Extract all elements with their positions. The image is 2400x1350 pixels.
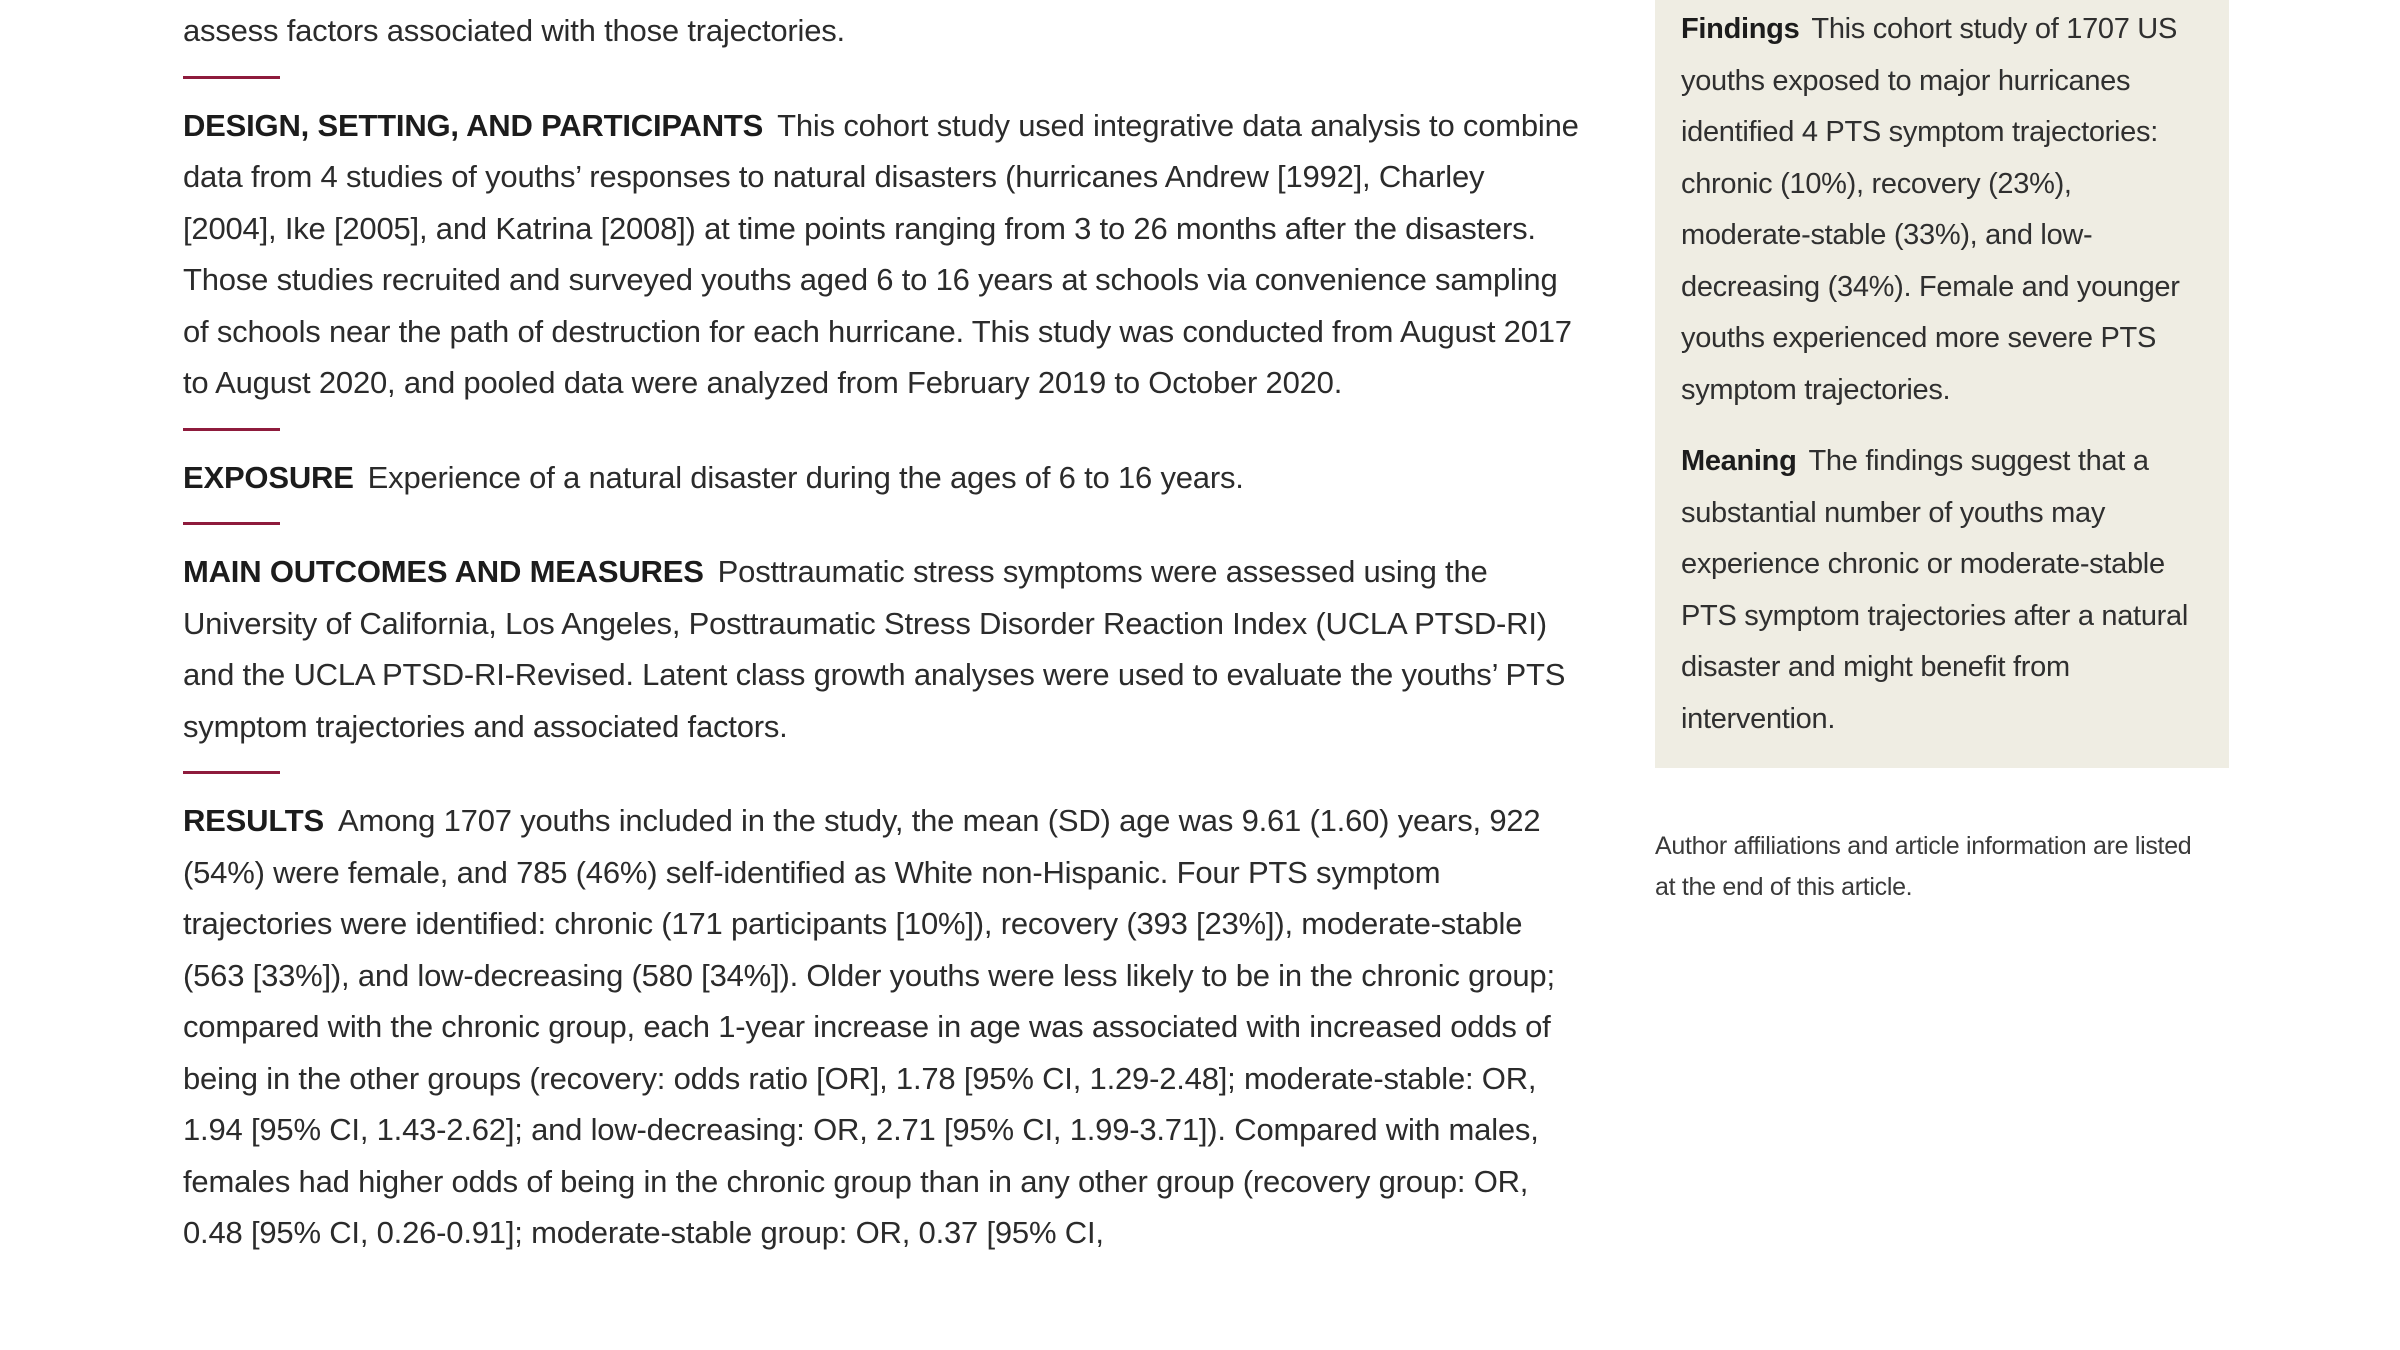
results-body: Among 1707 youths included in the study, the mean (SD) age was 9.61 (1.60) years, 922 (54%) were female, and 785 (46%) self-identified as White non-Hispanic. Four PTS symptom trajectories were identified: chronic (171 participants [10%]), recovery (393 [23%]), moderate-stable (563 [33%]), and low-decreasing (580 [34%]). Older youths were less likely to be in the chronic group; compared with the chronic group, each 1-year increase in age was associated with increased odds of being in the other groups (recovery: odds ratio [OR], 1.78 [95% CI, 1.29-2.48]; moderate-stable: OR, 1.94 [95% CI, 1.43-2.62]; and low-decreasing: OR, 2.71 [95% CI, 1.99-3.71]). Compared with males, females had higher odds of being in the chronic group than in any other group (recovery group: OR, 0.48 [95% CI, 0.26-0.91]; moderate-stable group: OR, 0.37 [95% CI, [183, 803, 1555, 1250]
paragraph-gap [1681, 416, 2207, 436]
outcomes-section [183, 546, 1583, 752]
section-divider [183, 428, 280, 431]
key-points-box [1655, 0, 2229, 768]
exposure-section [183, 452, 1583, 504]
design-heading: DESIGN, SETTING, AND PARTICIPANTS [183, 107, 764, 143]
section-divider [183, 522, 280, 525]
meaning-paragraph [1681, 436, 2207, 745]
meaning-body: The findings suggest that a substantial number of youths may experience chronic or moderate-stable PTS symptom trajectories after a natural disaster and might benefit from intervention. [1681, 445, 2188, 735]
meaning-heading: Meaning [1681, 445, 1797, 477]
abstract-main-column [183, 0, 1583, 1259]
section-divider [183, 76, 280, 79]
author-affiliations-note: Author affiliations and article information are listed at the end of this article. [1655, 832, 2192, 901]
findings-body: This cohort study of 1707 US youths exposed to major hurricanes identified 4 PTS symptom trajectories: chronic (10%), recovery (23%), moderate-stable (33%), and low-decreasing (34%). Female and younger youths experienced more severe PTS symptom trajectories. [1681, 13, 2180, 406]
design-section [183, 100, 1583, 409]
outcomes-body: Posttraumatic stress symptoms were assessed using the University of California, Los Angeles, Posttraumatic Stress Disorder Reaction Index (UCLA PTSD-RI) and the UCLA PTSD-RI-Revised. Latent class growth analyses were used to evaluate the youths’ PTS symptom trajectories and associated factors. [183, 554, 1566, 744]
objective-tail-text: assess factors associated with those trajectories. [183, 13, 845, 48]
results-section [183, 795, 1583, 1259]
results-heading: RESULTS [183, 803, 324, 838]
findings-heading: Findings [1681, 13, 1800, 45]
outcomes-heading: MAIN OUTCOMES AND MEASURES [183, 554, 704, 589]
section-divider [183, 771, 280, 774]
exposure-body: Experience of a natural disaster during the ages of 6 to 16 years. [367, 459, 1244, 495]
objective-continuation [183, 5, 1583, 57]
design-body: This cohort study used integrative data analysis to combine data from 4 studies of youths’ responses to natural disasters (hurricanes Andrew [1992], Charley [2004], Ike [2005], and Katrina [2008]) at time points ranging from 3 to 26 months after the disasters. Those studies recruited and surveyed youths aged 6 to 16 years at schools via convenience sampling of schools near the path of destruction for each hurricane. This study was conducted from August 2017 to August 2020, and pooled data were analyzed from February 2019 to October 2020. [183, 107, 1579, 400]
findings-paragraph [1681, 4, 2207, 416]
exposure-heading: EXPOSURE [183, 459, 354, 495]
